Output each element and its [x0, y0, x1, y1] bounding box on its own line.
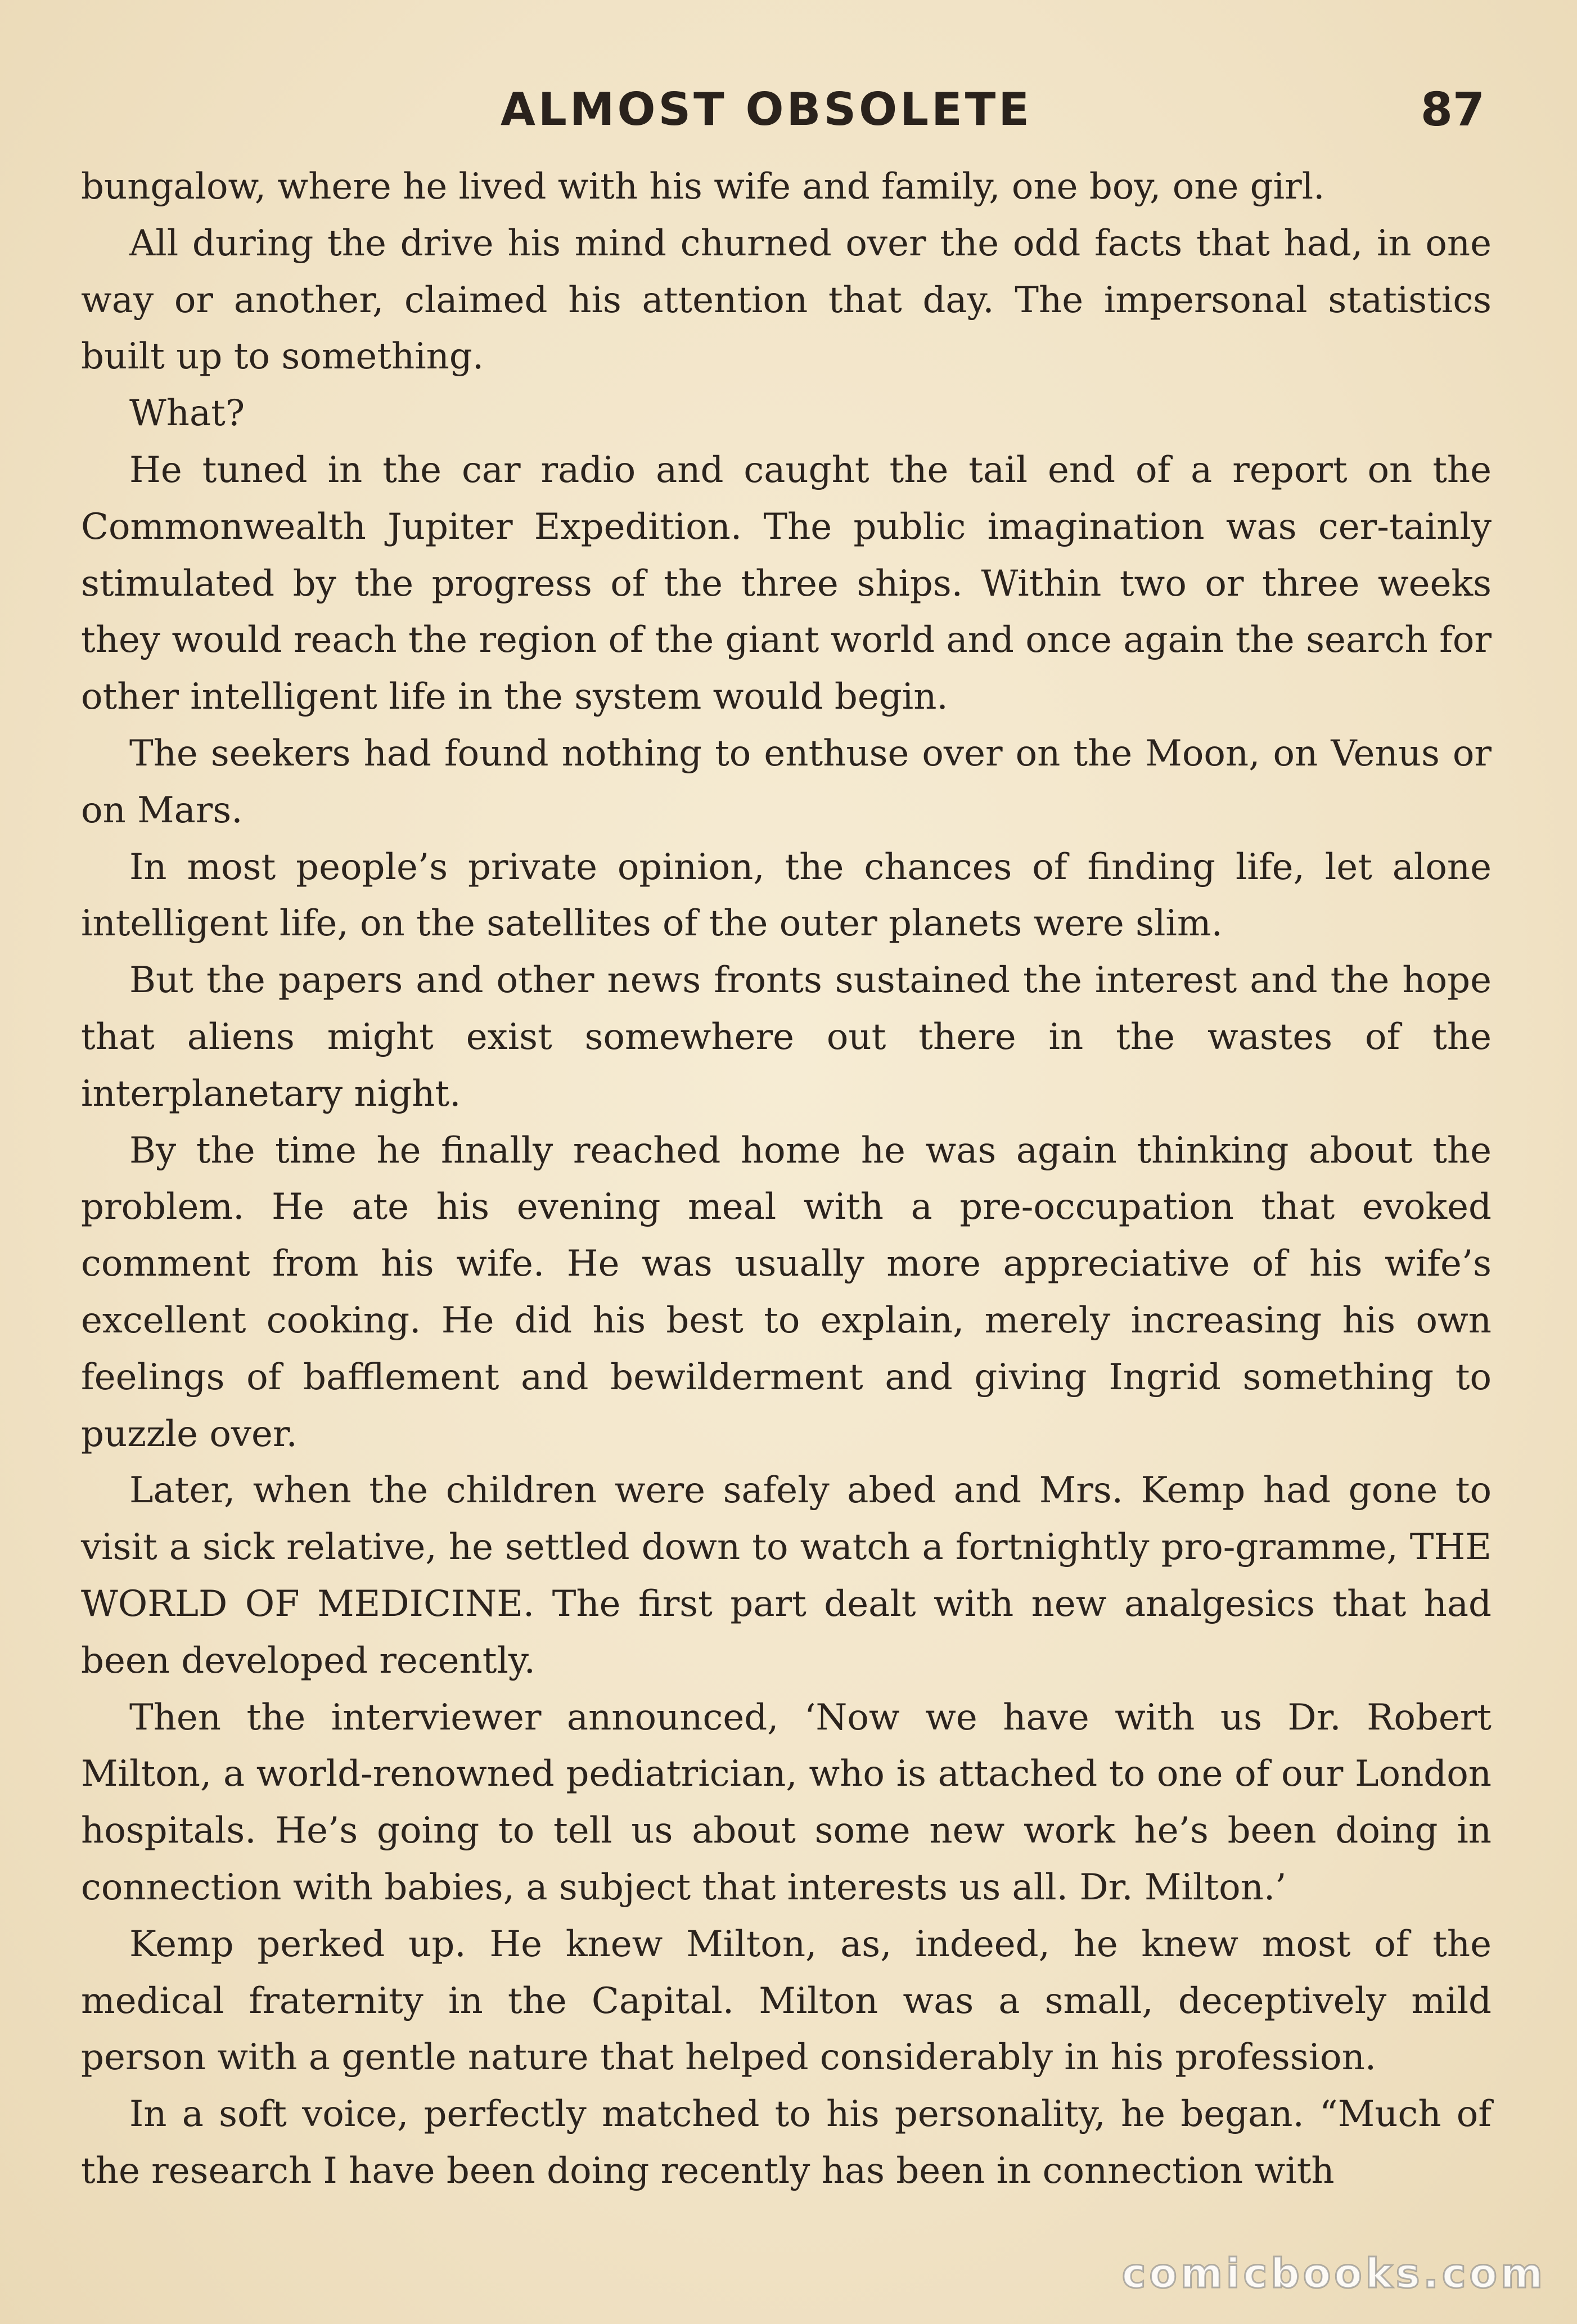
running-head-title: ALMOST OBSOLETE — [501, 83, 1032, 136]
paragraph: The seekers had found nothing to enthuse over on the Moon, on Venus or on Mars. — [81, 732, 1492, 831]
paragraph: He tuned in the car radio and caught the tail end of a report on the Commonwealth Jupiter Expedition. The public imagination was cer-tainly stimulated by the progress of the three ships. Within two or three weeks they would reach the region of the giant world and once again the search for other intelligent life in the system would begin. — [81, 449, 1492, 718]
running-head — [79, 83, 1485, 145]
paragraph: In most people’s private opinion, the chances of finding life, let alone intelligent life, on the satellites of the outer planets were slim. — [81, 846, 1492, 945]
paragraph: By the time he finally reached home he was again thinking about the problem. He ate his evening meal with a pre-occupation that evoked comment from his wife. He was usually more appreciative of his wife’s excellent cooking. He did his best to explain, merely increasing his own feelings of bafflement and bewilderment and giving Ingrid something to puzzle over. — [81, 1129, 1492, 1455]
body-text — [81, 159, 1492, 2200]
paragraph: In a soft voice, perfectly matched to his personality, he began. “Much of the research I have been doing recently has been in connection with — [81, 2093, 1492, 2192]
paragraph: But the papers and other news fronts sustained the interest and the hope that aliens might exist somewhere out there in the wastes of the interplanetary night. — [81, 960, 1492, 1115]
paragraph: Kemp perked up. He knew Milton, as, indeed, he knew most of the medical fraternity in the Capital. Milton was a small, deceptively mild person with a gentle nature that helped considerably in his profession. — [81, 1923, 1492, 2079]
paragraph: bungalow, where he lived with his wife and family, one boy, one girl. — [81, 166, 1325, 208]
paragraph: What? — [129, 393, 245, 435]
paragraph: Later, when the children were safely abed and Mrs. Kemp had gone to visit a sick relative, he settled down to watch a fortnightly pro-gramme, THE WORLD OF MEDICINE. The first part dealt with new analgesics that had been developed recently. — [81, 1470, 1492, 1682]
paragraph: All during the drive his mind churned over the odd facts that had, in one way or another, claimed his attention that day. The impersonal statistics built up to something. — [81, 222, 1492, 378]
paragraph: Then the interviewer announced, ‘Now we have with us Dr. Robert Milton, a world-renowned pediatrician, who is attached to one of our London hospitals. He’s going to tell us about some new work he’s been doing in connection with babies, a subject that interests us all. Dr. Milton.’ — [81, 1696, 1492, 1908]
page-number: 87 — [1420, 83, 1485, 137]
watermark: comicbooks.com — [1121, 2250, 1546, 2297]
